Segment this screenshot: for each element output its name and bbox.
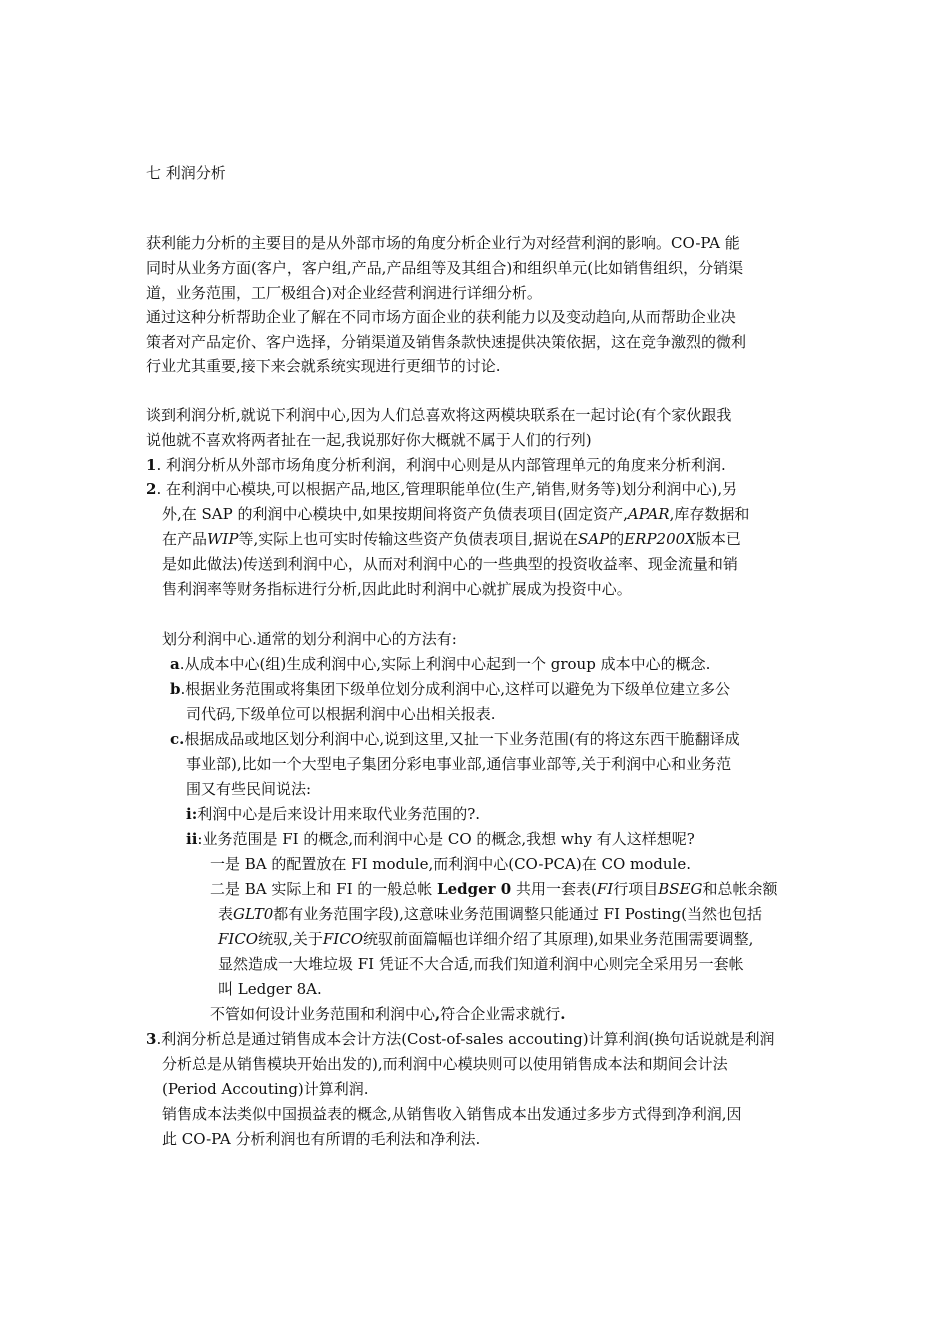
paragraph-3-line-1: 谈到利润分析,就说下利润中心,因为人们总喜欢将这两模块联系在一起讨论(有个家伙跟我 (146, 406, 732, 424)
item-1-number: 1 (146, 456, 157, 474)
item-3-number: 3 (146, 1030, 157, 1048)
paragraph-1-line-1: 获利能力分析的主要目的是从外部市场的角度分析企业行为对经营利润的影响。CO-PA 能 (146, 234, 740, 252)
method-a: a.从成本中心(组)生成利润中心,实际上利润中心起到一个 group 成本中心的概念. (170, 655, 711, 673)
reason-two-line-1: 二是 BA 实际上和 FI 的一般总帐 Ledger 0 共用一套表(FI行项目BSEG和总帐余额 (210, 880, 778, 898)
item-2-line-2: 外,在 SAP 的利润中心模块中,如果按期间将资产负债表项目(固定资产,APAR,库存数据和 (162, 505, 750, 523)
item-2-line-5: 售利润率等财务指标进行分析,因此此时利润中心就扩展成为投资中心。 (162, 580, 632, 598)
paragraph-2-line-1: 通过这种分析帮助企业了解在不同市场方面企业的获利能力以及变动趋向,从而帮助企业决 (146, 308, 736, 326)
reason-two-line-2: 表GLT0都有业务范围字段),这意味业务范围调整只能通过 FI Posting(当然也包括 (218, 905, 762, 923)
methods-intro: 划分利润中心.通常的划分利润中心的方法有: (162, 630, 457, 648)
paragraph-1-line-2: 同时从业务方面(客户，客户组,产品,产品组等及其组合)和组织单元(比如销售组织，分销渠 (146, 259, 744, 277)
reason-two-line-4: 显然造成一大堆垃圾 FI 凭证不大合适,而我们知道利润中心则完全采用另一套帐 (218, 955, 744, 973)
item-3-line-4: 销售成本法类似中国损益表的概念,从销售收入销售成本出发通过多步方式得到净利润,因 (162, 1105, 742, 1123)
item-2-line-4: 是如此做法)传送到利润中心，从而对利润中心的一些典型的投资收益率、现金流量和销 (162, 555, 738, 573)
item-2-number: 2 (146, 480, 157, 498)
item-3-line-1: 3.利润分析总是通过销售成本会计方法(Cost-of-sales accouting)计算利润(换句话说就是利润 (146, 1030, 775, 1048)
reason-one: 一是 BA 的配置放在 FI module,而利润中心(CO-PCA)在 CO module. (210, 855, 691, 873)
item-3-line-2: 分析总是从销售模块开始出发的),而利润中心模块则可以使用销售成本法和期间会计法 (162, 1055, 728, 1073)
item-2-line-1: 2. 在利润中心模块,可以根据产品,地区,管理职能单位(生产,销售,财务等)划分利润中心),另 (146, 480, 738, 498)
paragraph-3-line-2: 说他就不喜欢将两者扯在一起,我说那好你大概就不属于人们的行列) (146, 431, 592, 449)
item-3-line-5: 此 CO-PA 分析利润也有所谓的毛利法和净利法. (162, 1130, 481, 1148)
method-c-line-3: 围又有些民间说法: (186, 780, 312, 798)
method-b-line-1: b.根据业务范围或将集团下级单位划分成利润中心,这样可以避免为下级单位建立多公 (170, 680, 731, 698)
method-c-line-2: 事业部),比如一个大型电子集团分彩电事业部,通信事业部等,关于利润中心和业务范 (186, 755, 732, 773)
reason-two-line-5: 叫 Ledger 8A. (218, 980, 322, 998)
reason-two-line-3: FICO统驭,关于FICO统驭前面篇幅也详细介绍了其原理),如果业务范围需要调整, (218, 930, 754, 948)
paragraph-2-line-3: 行业尤其重要,接下来会就系统实现进行更细节的讨论. (146, 357, 501, 375)
paragraph-2-line-2: 策者对产品定价、客户选择，分销渠道及销售条款快速提供决策依据，这在竞争激烈的微利 (146, 333, 747, 351)
item-3-line-3: (Period Accouting)计算利润. (162, 1080, 369, 1098)
method-c-line-1: c.根据成品或地区划分利润中心,说到这里,又扯一下业务范围(有的将这东西干脆翻译成 (170, 730, 740, 748)
saying-i: i:利润中心是后来设计用来取代业务范围的?. (186, 805, 481, 823)
paragraph-1-line-3: 道，业务范围，工厂极组合)对企业经营利润进行详细分析。 (146, 284, 542, 302)
section-heading: 七 利润分析 (146, 164, 226, 182)
item-2-line-3: 在产品WIP等,实际上也可实时传输这些资产负债表项目,据说在SAP的ERP200X版本已 (162, 530, 741, 548)
methods-conclusion: 不管如何设计业务范围和利润中心,符合企业需求就行. (210, 1005, 566, 1023)
method-b-line-2: 司代码,下级单位可以根据利润中心出相关报表. (186, 705, 496, 723)
item-1 (146, 454, 726, 476)
saying-ii: ii:业务范围是 FI 的概念,而利润中心是 CO 的概念,我想 why 有人这样想呢? (186, 830, 695, 848)
item-1-text: . 利润分析从外部市场角度分析利润，利润中心则是从内部管理单元的角度来分析利润. (156, 456, 726, 474)
